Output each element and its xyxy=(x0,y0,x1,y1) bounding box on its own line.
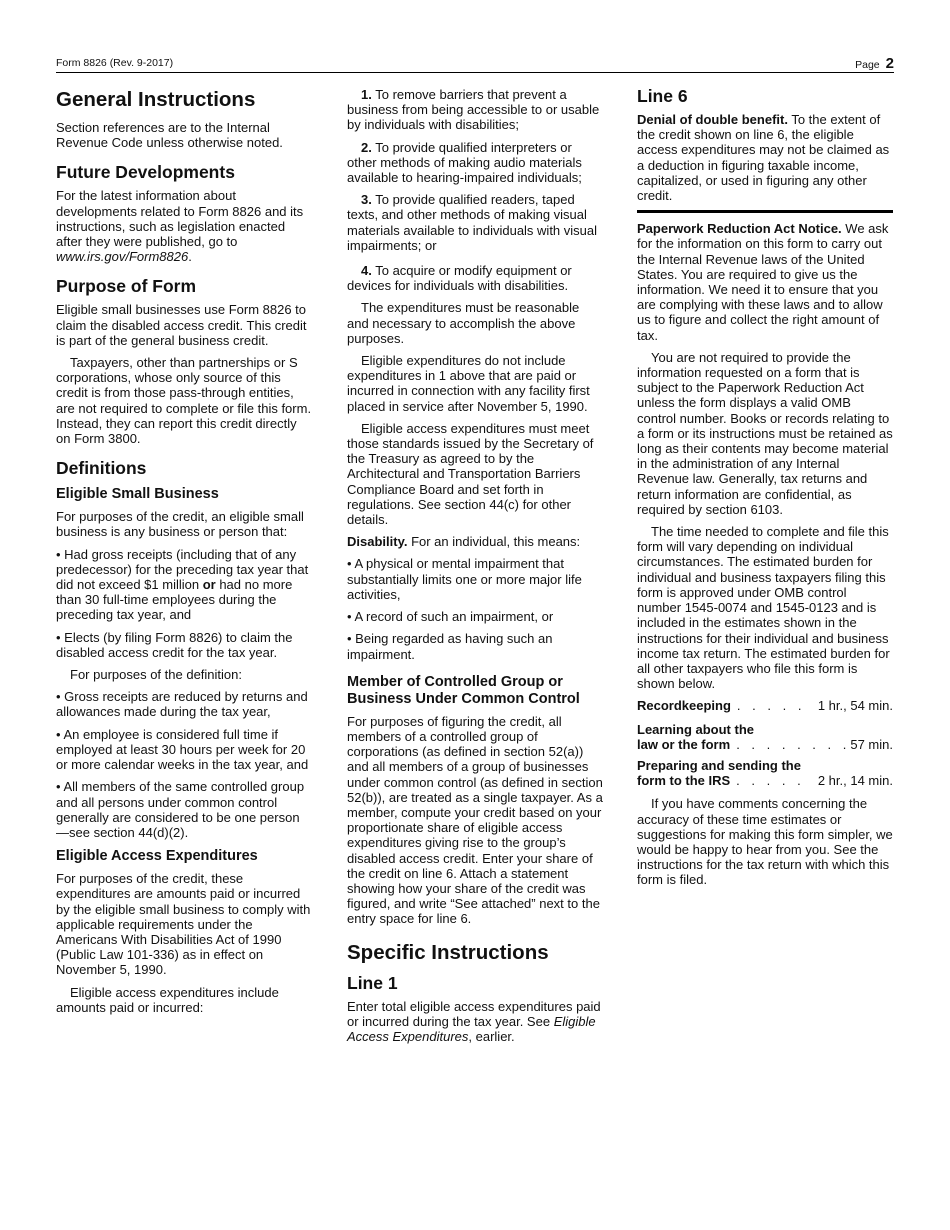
paragraph: Taxpayers, other than partnerships or S corporations, whose only source of this credit is from those pass-through entities, are not required to complete or file this form. Instead, they can report this credit directly on Form 3800. xyxy=(56,355,312,447)
numbered-item: 3. To provide qualified readers, taped texts, and other methods of making visual materials available to individuals with visual impairments; or xyxy=(347,192,598,253)
paragraph: Enter total eligible access expenditures paid or incurred during the tax year. See Eligible Access Expenditures, earlier. xyxy=(347,998,601,1044)
controlled-group-heading: Member of Controlled Group or Business Under Common Control xyxy=(347,673,580,707)
irs-link[interactable]: www.irs.gov/Form8826 xyxy=(56,249,189,265)
paragraph: For the latest information about developments related to Form 8826 and its instructions, such as legislation enacted after they were published, go to www.irs.gov/Form8826. xyxy=(56,188,304,265)
paragraph: If you have comments concerning the accuracy of these time estimates or suggestions for making this form simpler, we would be happy to hear from you. See the instructions for the tax return with which this form is filed. xyxy=(637,796,893,888)
definitions-heading: Definitions xyxy=(56,458,147,479)
paragraph: For purposes of figuring the credit, all members of a controlled group of corporations (as defined in section 52(a)) and all members of a group of businesses under common control (as defined in section 52(b)), are treated as a single taxpayer. As a member, compute your credit based on your proportionate share of eligible access expenditures giving rise to the group’s disabled access credit. Enter your share of the credit on line 6. Attach a statement showing how your share of the credit was figured, and write “See attached” next to the entry space for line 6. xyxy=(347,713,603,927)
burden-row: Recordkeeping . . . . . 1 hr., 54 min. xyxy=(637,698,893,714)
bullet-item: • All members of the same controlled group and all persons under common control generally are considered to be one person—see section 44(d)(2). xyxy=(56,779,305,840)
section-divider xyxy=(637,210,893,213)
numbered-item: 2. To provide qualified interpreters or other methods of making audio materials available to hearing-impaired individuals; xyxy=(347,139,582,186)
paragraph: Eligible access expenditures include amounts paid or incurred: xyxy=(56,984,279,1015)
burden-row: Preparing and sending the form to the IRS . . . . . 2 hr., 14 min. xyxy=(637,757,893,789)
paragraph: For purposes of the credit, an eligible small business is any business or person that: xyxy=(56,509,304,540)
numbered-item: 1. To remove barriers that prevent a business from being accessible to or usable by individuals with disabilities; xyxy=(347,87,600,133)
header-rule xyxy=(56,72,894,73)
paragraph: You are not required to provide the information requested on a form that is subject to the Paperwork Reduction Act unless the form displays a valid OMB control number. Books or records relating to a form or its instructions must be retained as long as their contents may become material in the administration of any Internal Revenue law. Generally, tax returns and return information are confidential, as required by section 6103. xyxy=(637,349,893,517)
column-3 xyxy=(637,84,893,895)
paragraph: Eligible small businesses use Form 8826 to claim the disabled access credit. This credit is part of the general business credit. xyxy=(56,302,307,348)
line-6-heading: Line 6 xyxy=(637,86,688,106)
column-2 xyxy=(347,84,603,1051)
eligible-small-business-heading: Eligible Small Business xyxy=(56,486,219,503)
column-1 xyxy=(56,84,312,1022)
paragraph: Section references are to the Internal Revenue Code unless otherwise noted. xyxy=(56,120,283,151)
future-developments-heading: Future Developments xyxy=(56,162,235,183)
paragraph: Denial of double benefit. To the extent of the credit shown on line 6, the eligible access expenditures may not be claimed as a deduction in figuring taxable income, capitalized, or used in figuring any other credit. xyxy=(637,112,890,204)
eligible-access-expenditures-heading: Eligible Access Expenditures xyxy=(56,848,258,865)
bullet-item: • Gross receipts are reduced by returns and allowances made during the tax year, xyxy=(56,689,308,720)
paragraph: Disability. For an individual, this means: xyxy=(347,534,581,550)
paragraph: Eligible expenditures do not include expenditures in 1 above that are paid or incurred in connection with any facility first placed in service after November 5, 1990. xyxy=(347,353,590,414)
specific-instructions-heading: Specific Instructions xyxy=(347,940,549,964)
paragraph: For purposes of the credit, these expenditures are amounts paid or incurred by the eligible small business to comply with applicable requirements under the Americans With Disabilities Act of 1990 (Public Law 101-336) as in effect on November 5, 1990. xyxy=(56,871,311,978)
bullet-item: • Elects (by filing Form 8826) to claim the disabled access credit for the tax year. xyxy=(56,629,293,660)
bullet-item: • A physical or mental impairment that substantially limits one or more major life activities, xyxy=(347,556,582,602)
page-number: Page 2 xyxy=(855,55,894,72)
numbered-item: 4. To acquire or modify equipment or devices for individuals with disabilities. xyxy=(347,263,572,294)
paragraph: The expenditures must be reasonable and necessary to accomplish the above purposes. xyxy=(347,300,580,346)
bullet-item: • Had gross receipts (including that of any predecessor) for the preceding tax year that did not exceed $1 million or had no more than 30 full-time employees during the preceding tax year, and xyxy=(56,546,309,623)
bullet-item: • Being regarded as having such an impairment. xyxy=(347,631,553,662)
purpose-heading: Purpose of Form xyxy=(56,276,197,297)
general-instructions-heading: General Instructions xyxy=(56,88,256,111)
bullet-item: • A record of such an impairment, or xyxy=(347,609,554,625)
paragraph: Eligible access expenditures must meet those standards issued by the Secretary of the Treasury as agreed to by the Architectural and Transportation Barriers Compliance Board and set forth in regulations. See section 44(c) for other details. xyxy=(347,420,594,528)
paragraph: The time needed to complete and file this form will vary depending on individual circumstances. The estimated burden for individual and business taxpayers filing this form is approved under OMB control number 1545-0074 and 1545-0123 and is included in the estimates shown in the instructions for their individual and business income tax return. The estimated burden for all other taxpayers who file this form is shown below. xyxy=(637,524,890,692)
paragraph: Paperwork Reduction Act Notice. We ask for the information on this form to carry out the Internal Revenue laws of the United States. You are required to give us the information. We need it to ensure that you are complying with these laws and to allow us to figure and collect the right amount of tax. xyxy=(637,221,889,343)
burden-row: Learning about the law or the form . . . . . . . . 57 min. xyxy=(637,721,893,752)
paragraph: For purposes of the definition: xyxy=(70,667,242,683)
bullet-item: • An employee is considered full time if employed at least 30 hours per week for 20 or more calendar weeks in the tax year, and xyxy=(56,726,309,773)
form-id: Form 8826 (Rev. 9-2017) xyxy=(56,57,174,69)
line-1-heading: Line 1 xyxy=(347,972,398,993)
